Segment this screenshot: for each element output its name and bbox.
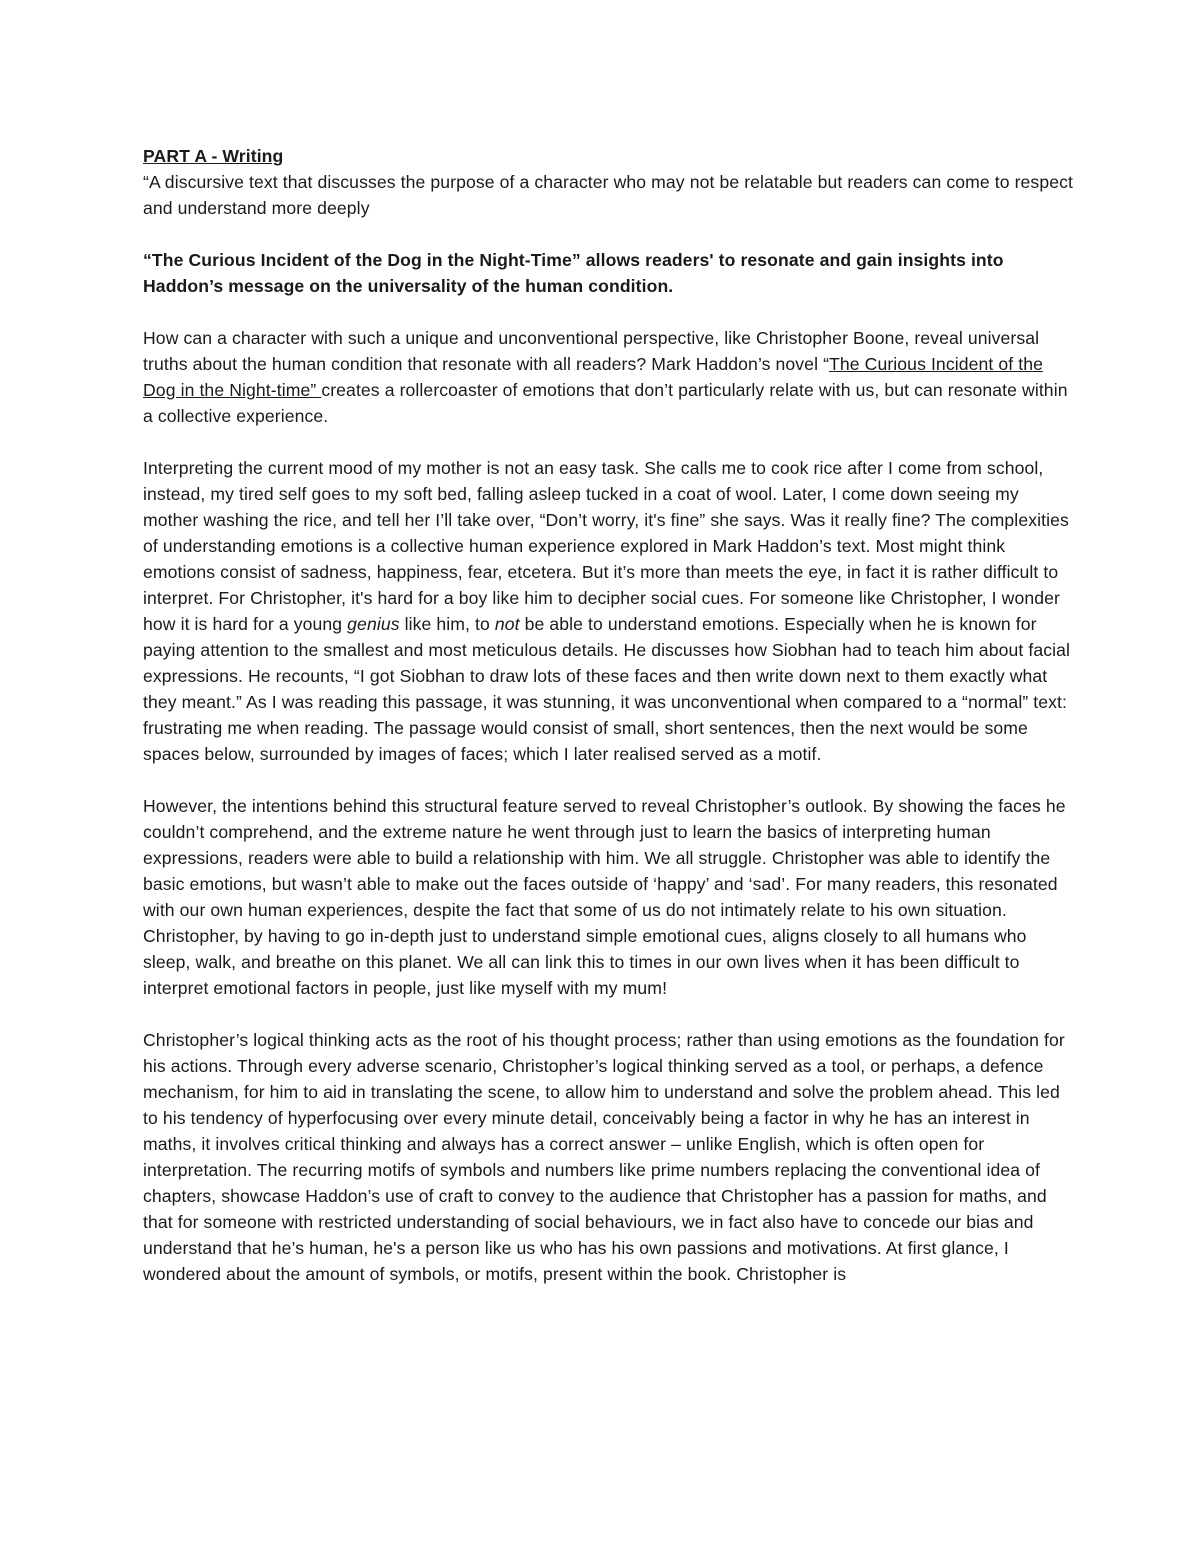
paragraph-text: be able to understand emotions. Especially when he is known for paying attention to the smallest and most meticulous details. He discusses how Siobhan had to teach him about facial expressions. He recounts, “I got Siobhan to draw lots of these faces and then write down next to them exactly what they meant.” As I was reading this passage, it was stunning, it was unconventional when compared to a “normal” text: frustrating me when reading. The passage would consist of small, short sentences, then the next would be some spaces below, surrounded by images of faces; which I later realised served as a motif. — [143, 614, 1070, 764]
essay-prompt: “A discursive text that discusses the purpose of a character who may not be relatable but readers can come to respect and understand more deeply — [143, 172, 1073, 218]
novel-title: The Curious Incident of the Dog in the Night-time” — [143, 354, 1043, 400]
paragraph-text: Interpreting the current mood of my mother is not an easy task. She calls me to cook rice after I come from school, instead, my tired self goes to my soft bed, falling asleep tucked in a coat of wool. Later, I come down seeing my mother washing the rice, and tell her I’ll take over, “Don’t worry, it's fine” she says. Was it really fine? The complexities of understanding emotions is a collective human experience explored in Mark Haddon’s text. Most might think emotions consist of sadness, happiness, fear, etcetera. But it’s more than meets the eye, in fact it is rather difficult to interpret. For Christopher, it's hard for a boy like him to decipher social cues. For someone like Christopher, I wonder how it is hard for a young — [143, 458, 1069, 634]
paragraph-introduction — [143, 325, 1073, 429]
paragraph-text: creates a rollercoaster of emotions that don’t particularly relate with us, but can resonate within a collective experience. — [143, 380, 1068, 426]
paragraph-body-2: However, the intentions behind this structural feature served to reveal Christopher’s outlook. By showing the faces he couldn’t comprehend, and the extreme nature he went through just to learn the basics of interpreting human expressions, readers were able to build a relationship with him. We all struggle. Christopher was able to identify the basic emotions, but wasn’t able to make out the faces outside of ‘happy’ and ‘sad’. For many readers, this resonated with our own human experiences, despite the fact that some of us do not intimately relate to his own situation. Christopher, by having to go in-depth just to understand simple emotional cues, aligns closely to all humans who sleep, walk, and breathe on this planet. We all can link this to times in our own lives when it has been difficult to interpret emotional factors in people, just like myself with my mum! — [143, 796, 1066, 998]
emphasis-genius: genius — [347, 614, 400, 634]
thesis-statement: “The Curious Incident of the Dog in the Night-Time” allows readers' to resonate and gain insights into Haddon’s message on the universality of the human condition. — [143, 250, 1004, 296]
section-heading: PART A - Writing — [143, 146, 284, 166]
paragraph-text: How can a character with such a unique and unconventional perspective, like Christopher Boone, reveal universal truths about the human condition that resonate with all readers? Mark Haddon’s novel “ — [143, 328, 1040, 374]
emphasis-not: not — [494, 614, 520, 634]
document-body — [143, 143, 1073, 1287]
paragraph-body-3: Christopher’s logical thinking acts as the root of his thought process; rather than using emotions as the foundation for his actions. Through every adverse scenario, Christopher’s logical thinking served as a tool, or perhaps, a defence mechanism, for him to aid in translating the scene, to allow him to understand and solve the problem ahead. This led to his tendency of hyperfocusing over every minute detail, conceivably being a factor in why he has an interest in maths, it involves critical thinking and always has a correct answer – unlike English, which is often open for interpretation. The recurring motifs of symbols and numbers like prime numbers replacing the conventional idea of chapters, showcase Haddon’s use of craft to convey to the audience that Christopher has a passion for maths, and that for someone with restricted understanding of social behaviours, we in fact also have to concede our bias and understand that he’s human, he's a person like us who has his own passions and motivations. At first glance, I wondered about the amount of symbols, or motifs, present within the book. Christopher is — [143, 1030, 1065, 1284]
paragraph-body-1 — [143, 455, 1073, 767]
paragraph-text: like him, to — [399, 614, 495, 634]
